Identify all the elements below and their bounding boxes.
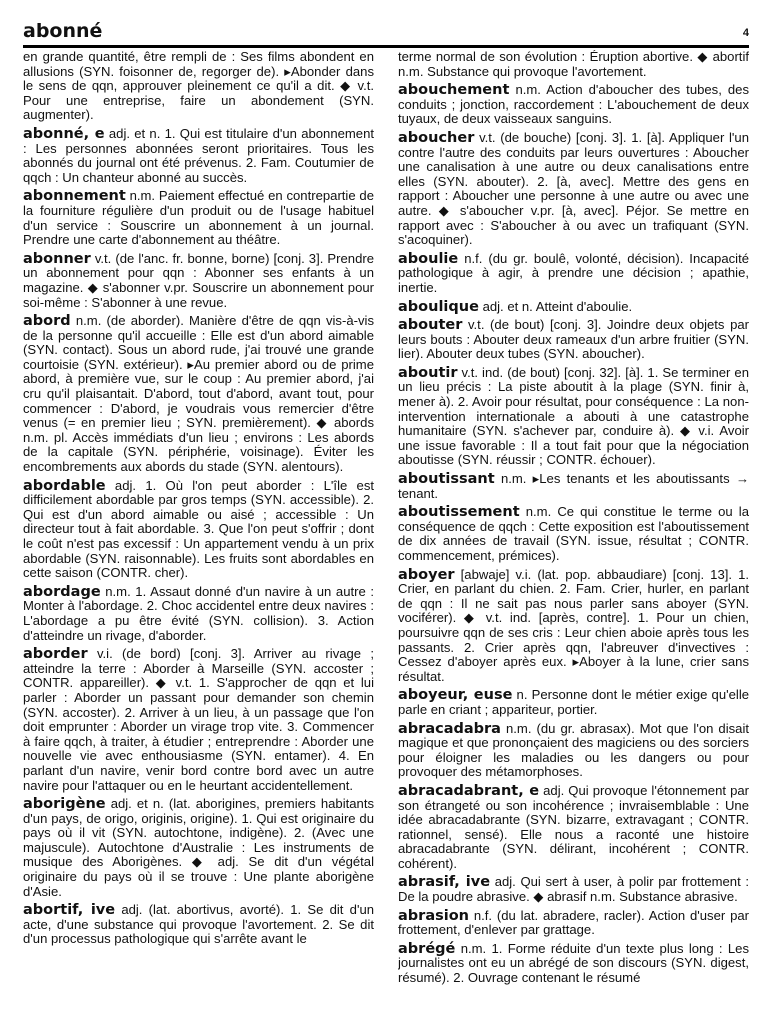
dictionary-entry bbox=[23, 647, 374, 793]
entry-definition: adj. Qui provoque l'étonnement par son étrangeté ou son incohérence ; invraisemblable : Une idée abracadabrante (SYN. bizarre, extravagant ; CONTR. rationnel, sensé). Elle nous a raconté une histoire abracadabrante (SYN. délirant, incohérent ; CONTR. cohérent). bbox=[398, 782, 749, 871]
entry-definition: n.m. 1. Assaut donné d'un navire à un autre : Monter à l'abordage. 2. Choc accidentel entre deux navires : L'abordage a pu être évité (SYN. collision). 3. Action d'atteindre un rivage, d'aborder. bbox=[23, 583, 374, 643]
entry-headword: abouter bbox=[398, 317, 463, 334]
entry-definition: v.t. ind. (de bout) [conj. 32]. [à]. 1. Se terminer en un lieu précis : La piste aboutit à la plage (SYN. finir à, mener à). 2. Avoir pour résultat, pour conséquence : La non-intervention internationale a abouti à une catastrophe humanitaire (SYN. s'achever par, conduire à). ◆ v.i. Avoir une issue favorable : Il a tout fait pour que la négociation aboutisse (SYN. réussir ; CONTR. échouer). bbox=[398, 364, 749, 468]
dictionary-entry bbox=[23, 585, 374, 643]
dictionary-entry bbox=[398, 50, 749, 79]
dictionary-entry bbox=[398, 568, 749, 685]
entry-definition: v.i. (de bord) [conj. 3]. Arriver au rivage ; atteindre la terre : Aborder à Marseille (SYN. accoster ; CONTR. appareiller). ◆ v.t. 1. S'approcher de qqn et lui parler : Aborder un passant pour demander son chemin (SYN. accoster). 2. Arriver à un lieu, à un passage que l'on doit emprunter : Aborder un virage trop vite. 3. Commencer à faire qqch, à traiter, à étudier ; entreprendre : Aborder une nouvelle vie avec enthousiasme (SYN. entamer). 4. En parlant d'un navire, venir bord contre bord avec un autre navire pour l'attaquer ou en le heurtant accidentellement. bbox=[23, 646, 374, 793]
dictionary-entry bbox=[398, 784, 749, 872]
entry-definition: [abwaje] v.i. (lat. pop. abbaudiare) [conj. 13]. 1. Crier, en parlant du chien. 2. Fam. Crier, hurler, en parlant de qqn : Il ne sait pas nous parler sans aboyer (SYN. vociférer). ◆ v.t. ind. [après, contre]. 1. Pour un chien, poursuivre qqn de ses cris : Leur chien aboie après tous les passants. 2. Crier après qqn, l'abreuver d'invectives : Cessez d'aboyer après eux. ▸Aboyer à la lune, crier sans résultat. bbox=[398, 566, 749, 684]
entry-headword: abonné, e bbox=[23, 125, 105, 142]
dictionary-entry bbox=[23, 903, 374, 947]
dictionary-entry bbox=[23, 127, 374, 185]
entry-definition: v.t. (de l'anc. fr. bonne, borne) [conj. 3]. Prendre un abonnement pour qqn : Abonner ses enfants à un magazine. ◆ s'abonner v.pr. Souscrire un abonnement pour soi-même : S'abonner à une revue. bbox=[23, 250, 374, 310]
dictionary-entry bbox=[398, 252, 749, 296]
entry-headword: abortif, ive bbox=[23, 902, 116, 919]
entry-definition: n.m. (de aborder). Manière d'être de qqn vis-à-vis de la personne qu'il accueille : Elle est d'un abord aimable (SYN. contact). Sous un abord rude, j'ai trouvé une grande courtoisie (SYN. extérieur). ▸Au premier abord ou de prime abord, à première vue, sur le coup : Au premier abord, j'ai cru qu'il plaisantait. D'abord, tout d'abord, avant tout, pour commencer : D'abord, je voudrais vous remercier d'être venus (= en premier lieu ; SYN. premièrement). ◆ abords n.m. pl. Accès immédiats d'un lieu ; environs : Les abords de la capitale (SYN. périphérie, voisinage). Éviter les encombrements aux abords du stade (SYN. alentours). bbox=[23, 313, 374, 475]
dictionary-entry bbox=[398, 318, 749, 362]
entry-headword: abrasion bbox=[398, 907, 469, 924]
dictionary-entry bbox=[23, 479, 374, 581]
entry-definition: n.m. 1. Forme réduite d'un texte plus long : Les journalistes ont eu un abrégé de son discours (SYN. digest, résumé). 2. Ouvrage contenant le résumé bbox=[398, 940, 749, 986]
entry-headword: abracadabra bbox=[398, 720, 501, 737]
entry-headword: abrégé bbox=[398, 940, 456, 957]
running-head-word: abonné bbox=[23, 20, 103, 42]
entry-headword: aborigène bbox=[23, 796, 106, 813]
entry-definition: v.t. (de bout) [conj. 3]. Joindre deux objets par leurs bouts : Abouter deux rameaux d'un arbre fruitier (SYN. lier). Abouter deux tubes (SYN. aboucher). bbox=[398, 317, 749, 362]
entry-headword: aborder bbox=[23, 646, 88, 663]
entry-definition: adj. et n. (lat. aborigines, premiers habitants d'un pays, de origo, originis, origine). 1. Qui est originaire du pays où il vit (SYN. autochtone, indigène). 2. (Avec une majuscule). Autochtone d'Australie : Les instruments de musique des Aborigènes. ◆ adj. Se dit d'un végétal originaire du pays où il se trouve : Une plante aborigène d'Asie. bbox=[23, 796, 374, 899]
dictionary-entry bbox=[398, 505, 749, 563]
dictionary-entry bbox=[398, 83, 749, 127]
entry-definition: adj. 1. Où l'on peut aborder : L'île est difficilement abordable par gros temps (SYN. accessible). 2. Qui est d'un abord aimable ou aisé ; accessible : Un directeur tout à fait abordable. 3. Que l'on peut s'offrir ; dont le coût n'est pas excessif : Un appartement vendu à un prix abordable (SYN. raisonnable). Les fruits sont abordables en cette saison (CONTR. cher). bbox=[23, 477, 374, 581]
entry-definition: n.m. Paiement effectué en contrepartie de la fourniture régulière d'un produit ou de l'usage habituel d'un service : Souscrire un abonnement à un journal. Prendre une carte d'abonnement au théâtre. bbox=[23, 188, 374, 248]
left-column bbox=[23, 50, 374, 1022]
entry-definition: n.m. (du gr. abrasax). Mot que l'on disait magique et que prononçaient des magiciens ou des sorciers pour éloigner les maladies ou les dangers ou pour provoquer des métamorphoses. bbox=[398, 720, 749, 780]
dictionary-entry bbox=[398, 875, 749, 904]
entry-headword: abouchement bbox=[398, 82, 510, 99]
header-rule bbox=[23, 45, 749, 48]
dictionary-entry bbox=[23, 189, 374, 247]
dictionary-entry bbox=[23, 50, 374, 123]
entry-headword: aboulie bbox=[398, 250, 459, 267]
entry-headword: abord bbox=[23, 313, 71, 330]
dictionary-entry bbox=[398, 688, 749, 717]
entry-definition: v.t. (de bouche) [conj. 3]. 1. [à]. Appliquer l'un contre l'autre des conduits par leurs ouvertures : Aboucher une canalisation à une autre ou deux canalisations entre elles (SYN. abouter). 2. [à, avec]. Mettre des gens en rapport : Aboucher une personne à une autre ou avec une autre. ◆ s'aboucher v.pr. [à, avec]. Péjor. Se mettre en rapport avec : S'aboucher à ou avec un trafiquant (SYN. s'acoquiner). bbox=[398, 129, 749, 248]
entry-headword: aboutissant bbox=[398, 471, 495, 488]
entry-definition: n.m. Ce qui constitue le terme ou la conséquence de qqch : Cette exposition est l'aboutissement de dix années de travail (SYN. issue, résultat ; CONTR. commencement, prémices). bbox=[398, 504, 749, 563]
dictionary-entry bbox=[398, 300, 749, 315]
entry-definition: n. Personne dont le métier exige qu'elle parle en criant ; appariteur, portier. bbox=[398, 687, 749, 717]
right-column bbox=[398, 50, 749, 1022]
entry-definition: adj. et n. Atteint d'aboulie. bbox=[482, 298, 633, 314]
page-header bbox=[23, 20, 749, 46]
entry-headword: abonner bbox=[23, 250, 91, 267]
entry-definition: n.m. Action d'aboucher des tubes, des conduits ; jonction, raccordement : L'abouchement de deux tuyaux, de deux vaisseaux sanguins. bbox=[398, 82, 749, 127]
entry-definition: adj. (lat. abortivus, avorté). 1. Se dit d'un acte, d'une substance qui provoque l'avortement. 2. Se dit d'un processus pathologique qui s'arrête avant le bbox=[23, 902, 374, 947]
entry-definition: n.f. (du lat. abradere, racler). Action d'user par frottement, d'enlever par grattage. bbox=[398, 907, 749, 938]
dictionary-entry bbox=[398, 909, 749, 938]
entry-definition: en grande quantité, être rempli de : Ses films abondent en allusions (SYN. foisonner de, regorger de). ▸Abonder dans le sens de qqn, approuver pleinement ce qu'il a dit. ◆ v.t. Pour une entreprise, faire un abondement (SYN. augmenter). bbox=[23, 50, 374, 123]
dictionary-entry bbox=[398, 472, 749, 501]
entry-definition: adj. et n. 1. Qui est titulaire d'un abonnement : Les personnes abonnées seront prioritaires. Tous les abonnés du journal ont été prévenus. 2. Fam. Coutumier de qqch : Un chanteur abonné au succès. bbox=[23, 125, 374, 185]
entry-headword: abracadabrant, e bbox=[398, 782, 540, 799]
dictionary-entry bbox=[398, 366, 749, 468]
entry-headword: aboulique bbox=[398, 298, 479, 315]
entry-headword: aboyeur, euse bbox=[398, 687, 513, 704]
entry-headword: aboucher bbox=[398, 129, 475, 146]
entry-definition: adj. Qui sert à user, à polir par frottement : De la poudre abrasive. ◆ abrasif n.m. Substance abrasive. bbox=[398, 874, 749, 905]
entry-definition: n.m. ▸Les tenants et les aboutissants → tenant. bbox=[398, 471, 749, 501]
page-number: 4 bbox=[742, 27, 749, 39]
entry-headword: abrasif, ive bbox=[398, 874, 491, 891]
dictionary-entry bbox=[23, 797, 374, 899]
entry-headword: abordable bbox=[23, 477, 106, 494]
dictionary-entry bbox=[398, 722, 749, 780]
dictionary-entry bbox=[23, 252, 374, 310]
entry-headword: abonnement bbox=[23, 188, 126, 205]
dictionary-entry bbox=[398, 131, 749, 248]
dictionary-entry bbox=[398, 942, 749, 986]
entry-headword: aboyer bbox=[398, 566, 455, 583]
entry-headword: aboutissement bbox=[398, 504, 520, 521]
entry-definition: terme normal de son évolution : Éruption abortive. ◆ abortif n.m. Substance qui provoque l'avortement. bbox=[398, 50, 749, 79]
entry-definition: n.f. (du gr. boulê, volonté, décision). Incapacité pathologique à agir, à prendre une décision ; apathie, inertie. bbox=[398, 250, 749, 295]
entry-headword: abordage bbox=[23, 583, 101, 600]
entry-headword: aboutir bbox=[398, 364, 458, 381]
dictionary-entry bbox=[23, 314, 374, 475]
